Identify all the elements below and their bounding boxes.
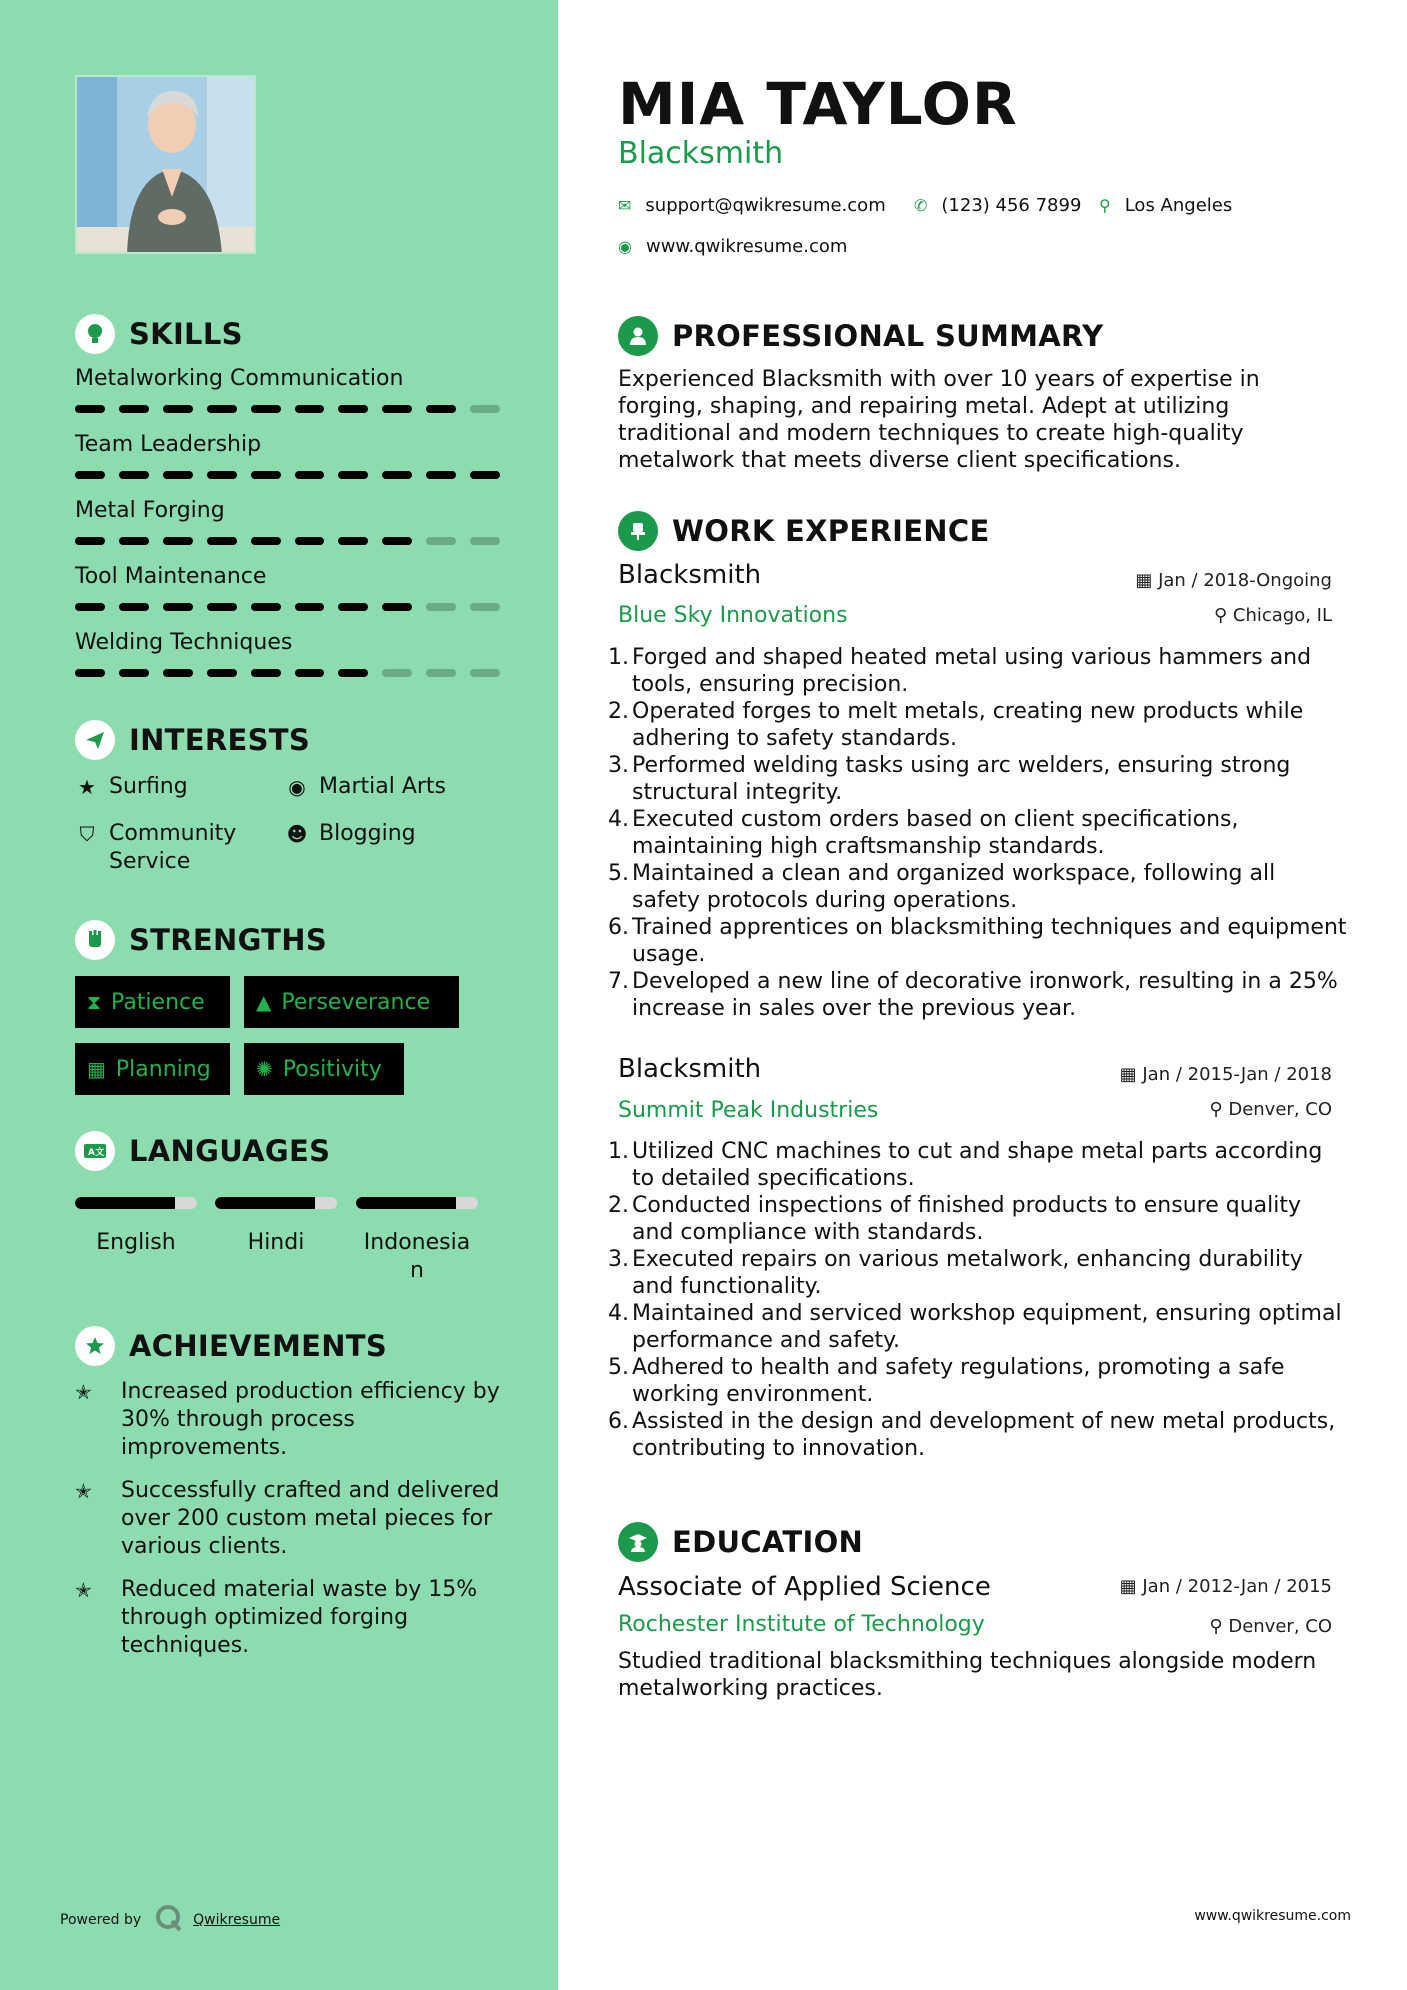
skill-level-bar bbox=[75, 669, 500, 677]
job-location: ⚲ Chicago, IL bbox=[1213, 605, 1332, 626]
skill-dash bbox=[163, 405, 193, 413]
language-item: Indonesian bbox=[356, 1197, 478, 1285]
education-description: Studied traditional blacksmithing techniques alongside modern metalworking practices. bbox=[618, 1649, 1317, 1701]
hand-icon bbox=[75, 920, 115, 960]
job-duties bbox=[608, 644, 1348, 1022]
skill-dash bbox=[382, 537, 412, 545]
list-item: 5. Maintained a clean and organized workspace, following all safety protocols during operations. bbox=[608, 861, 1276, 913]
contact-location: ⚲ Los Angeles bbox=[1099, 195, 1233, 216]
interest-item: ⛉ Community Service bbox=[75, 820, 255, 876]
graduate-icon bbox=[618, 1522, 658, 1562]
globe-icon: ◉ bbox=[618, 237, 632, 256]
experience-heading bbox=[618, 511, 990, 551]
language-level-bar bbox=[215, 1197, 337, 1209]
skill-dash bbox=[470, 669, 500, 677]
skill-dash bbox=[207, 603, 237, 611]
experience-title: WORK EXPERIENCE bbox=[672, 514, 990, 548]
education-degree: Associate of Applied Science bbox=[618, 1572, 991, 1602]
strength-badge: ▦ Planning bbox=[75, 1043, 230, 1095]
calendar-icon: ▦ bbox=[87, 1057, 106, 1081]
skill-level-bar bbox=[75, 603, 500, 611]
education-title: EDUCATION bbox=[672, 1525, 864, 1559]
achievement-item: ✭ Reduced material waste by 15% through optimized forging techniques. bbox=[75, 1577, 478, 1658]
star-icon: ★ bbox=[78, 775, 96, 799]
job-duties bbox=[608, 1138, 1348, 1462]
skill-dash bbox=[75, 405, 105, 413]
language-level-fill bbox=[215, 1197, 315, 1209]
envelope-icon: ✉ bbox=[618, 196, 632, 215]
skill-dash bbox=[75, 471, 105, 479]
skill-dash bbox=[119, 405, 149, 413]
skills-heading bbox=[75, 314, 243, 354]
skill-dash bbox=[163, 471, 193, 479]
calendar-icon: ▦ bbox=[1119, 1064, 1137, 1085]
list-item: 4. Executed custom orders based on client specifications, maintaining high craftsmanship standards. bbox=[608, 807, 1239, 859]
list-item: 3. Executed repairs on various metalwork, enhancing durability and functionality. bbox=[608, 1247, 1303, 1299]
skill-dash bbox=[75, 669, 105, 677]
star-burst-icon: ✭ bbox=[75, 1578, 92, 1602]
education-school: Rochester Institute of Technology bbox=[618, 1612, 985, 1637]
shield-icon: ⛉ bbox=[79, 822, 95, 846]
skill-dash bbox=[75, 603, 105, 611]
pin-icon: ⚲ bbox=[1209, 1099, 1223, 1120]
language-level-fill bbox=[356, 1197, 456, 1209]
skill-dash bbox=[75, 537, 105, 545]
strength-badge: ✺ Positivity bbox=[244, 1043, 404, 1095]
language-item: English bbox=[75, 1197, 197, 1257]
skill-dash bbox=[295, 405, 325, 413]
skill-dash bbox=[470, 537, 500, 545]
globe-icon: ◉ bbox=[288, 775, 306, 799]
skill-dash bbox=[119, 669, 149, 677]
interests-title: INTERESTS bbox=[129, 723, 311, 757]
skill-dash bbox=[295, 537, 325, 545]
education-location: ⚲ Denver, CO bbox=[1209, 1616, 1332, 1637]
skill-dash bbox=[426, 405, 456, 413]
interest-item: ★ Surfing bbox=[75, 773, 188, 801]
skill-item bbox=[75, 564, 500, 611]
calendar-icon: ▦ bbox=[1119, 1576, 1137, 1597]
pin-icon: ⚲ bbox=[1209, 1616, 1223, 1637]
skill-dash bbox=[207, 669, 237, 677]
candidate-role: Blacksmith bbox=[618, 136, 784, 171]
skill-item bbox=[75, 498, 500, 545]
users-icon: ☻ bbox=[286, 822, 308, 846]
list-item: 3. Performed welding tasks using arc welders, ensuring strong structural integrity. bbox=[608, 753, 1291, 805]
hourglass-icon: ⧗ bbox=[87, 990, 102, 1014]
skill-dash bbox=[295, 603, 325, 611]
calendar-icon: ▦ bbox=[1135, 570, 1153, 591]
skill-dash bbox=[470, 405, 500, 413]
star-burst-icon: ✭ bbox=[75, 1479, 92, 1503]
skill-dash bbox=[338, 471, 368, 479]
interests-heading bbox=[75, 720, 310, 760]
list-item: 6. Assisted in the design and development of new metal products, contributing to innovation. bbox=[608, 1409, 1336, 1461]
list-item: 7. Developed a new line of decorative ironwork, resulting in a 25% increase in sales over the previous year. bbox=[608, 969, 1338, 1021]
job-title: Blacksmith bbox=[618, 560, 762, 590]
skill-dash bbox=[382, 471, 412, 479]
skill-dash bbox=[382, 603, 412, 611]
sun-icon: ✺ bbox=[256, 1057, 273, 1081]
language-level-fill bbox=[75, 1197, 175, 1209]
skill-dash bbox=[338, 405, 368, 413]
language-level-bar bbox=[75, 1197, 197, 1209]
skill-label: Metalworking Communication bbox=[75, 366, 404, 391]
strength-badge: ▲ Perseverance bbox=[244, 976, 459, 1028]
achievements-heading bbox=[75, 1326, 387, 1366]
contact-website: ◉ www.qwikresume.com bbox=[618, 236, 848, 257]
summary-title: PROFESSIONAL SUMMARY bbox=[672, 319, 1104, 353]
achievement-item: ✭ Successfully crafted and delivered over 200 custom metal pieces for various clients. bbox=[75, 1478, 500, 1559]
skill-dash bbox=[470, 471, 500, 479]
language-icon bbox=[75, 1131, 115, 1171]
skill-dash bbox=[207, 405, 237, 413]
award-icon bbox=[75, 1326, 115, 1366]
skill-label: Metal Forging bbox=[75, 498, 225, 523]
lightbulb-icon bbox=[75, 314, 115, 354]
sidebar bbox=[0, 0, 558, 1990]
education-dates: ▦ Jan / 2012-Jan / 2015 bbox=[1119, 1576, 1332, 1597]
languages-title: LANGUAGES bbox=[129, 1134, 331, 1168]
language-level-bar bbox=[356, 1197, 478, 1209]
skill-level-bar bbox=[75, 471, 500, 479]
job-title: Blacksmith bbox=[618, 1054, 762, 1084]
job-dates: ▦ Jan / 2018-Ongoing bbox=[1135, 570, 1332, 591]
qwikresume-logo-icon bbox=[155, 1904, 183, 1936]
list-item: 2. Conducted inspections of finished products to ensure quality and compliance with standards. bbox=[608, 1193, 1301, 1245]
list-item: 5. Adhered to health and safety regulations, promoting a safe working environment. bbox=[608, 1355, 1285, 1407]
skill-dash bbox=[382, 405, 412, 413]
skill-label: Tool Maintenance bbox=[75, 564, 267, 589]
skill-dash bbox=[163, 603, 193, 611]
strengths-heading bbox=[75, 920, 327, 960]
list-item: 1. Forged and shaped heated metal using various hammers and tools, ensuring precision. bbox=[608, 645, 1312, 697]
interest-item: ◉ Martial Arts bbox=[285, 773, 446, 801]
paper-plane-icon bbox=[75, 720, 115, 760]
skill-dash bbox=[426, 537, 456, 545]
skill-dash bbox=[251, 405, 281, 413]
skills-title: SKILLS bbox=[129, 317, 243, 351]
language-item: Hindi bbox=[215, 1197, 337, 1257]
job-location: ⚲ Denver, CO bbox=[1209, 1099, 1332, 1120]
skill-dash bbox=[163, 537, 193, 545]
skill-dash bbox=[382, 669, 412, 677]
profile-photo bbox=[75, 75, 256, 254]
road-icon: ▲ bbox=[256, 990, 272, 1014]
contact-phone: ✆ (123) 456 7899 bbox=[914, 195, 1082, 216]
powered-by: Powered by Qwikresume bbox=[60, 1904, 280, 1936]
skill-item bbox=[75, 366, 500, 413]
skill-dash bbox=[426, 603, 456, 611]
skill-dash bbox=[207, 471, 237, 479]
candidate-name: MIA TAYLOR bbox=[618, 70, 1018, 138]
skill-level-bar bbox=[75, 405, 500, 413]
skill-dash bbox=[251, 669, 281, 677]
skill-label: Team Leadership bbox=[75, 432, 262, 457]
skill-dash bbox=[426, 669, 456, 677]
list-item: 1. Utilized CNC machines to cut and shape metal parts according to detailed specifications. bbox=[608, 1139, 1323, 1191]
user-icon bbox=[618, 316, 658, 356]
skill-dash bbox=[295, 471, 325, 479]
skill-item bbox=[75, 630, 500, 677]
skill-dash bbox=[207, 537, 237, 545]
contact-email: ✉ support@qwikresume.com bbox=[618, 195, 886, 216]
skill-dash bbox=[119, 603, 149, 611]
skill-dash bbox=[119, 471, 149, 479]
skill-dash bbox=[338, 537, 368, 545]
strength-badge: ⧗ Patience bbox=[75, 976, 230, 1028]
languages-heading bbox=[75, 1131, 330, 1171]
education-heading bbox=[618, 1522, 863, 1562]
qwikresume-link[interactable]: Qwikresume bbox=[193, 1912, 281, 1928]
svg-text:A文: A文 bbox=[88, 1148, 105, 1158]
summary-heading bbox=[618, 316, 1103, 356]
skill-dash bbox=[295, 669, 325, 677]
skill-dash bbox=[338, 603, 368, 611]
skill-dash bbox=[163, 669, 193, 677]
achievements-title: ACHIEVEMENTS bbox=[129, 1329, 388, 1363]
skill-item bbox=[75, 432, 500, 479]
skill-dash bbox=[119, 537, 149, 545]
summary-text: Experienced Blacksmith with over 10 years of expertise in forging, shaping, and repairing metal. Adept at utilizing traditional and modern techniques to create high-quality metalwork that meets diverse client specifications. bbox=[618, 367, 1260, 473]
skill-level-bar bbox=[75, 537, 500, 545]
skill-dash bbox=[251, 471, 281, 479]
achievement-item: ✭ Increased production efficiency by 30% through process improvements. bbox=[75, 1379, 500, 1460]
skill-dash bbox=[251, 537, 281, 545]
main-content bbox=[558, 0, 1407, 1990]
map-pin-icon: ⚲ bbox=[1099, 196, 1111, 215]
interest-item: ☻ Blogging bbox=[286, 821, 416, 846]
footer-website[interactable]: www.qwikresume.com bbox=[1194, 1908, 1351, 1924]
job-company: Blue Sky Innovations bbox=[618, 603, 848, 628]
phone-icon: ✆ bbox=[914, 196, 928, 215]
job-company: Summit Peak Industries bbox=[618, 1098, 879, 1123]
skill-dash bbox=[338, 669, 368, 677]
list-item: 6. Trained apprentices on blacksmithing techniques and equipment usage. bbox=[608, 915, 1347, 967]
skill-dash bbox=[470, 603, 500, 611]
chair-icon bbox=[618, 511, 658, 551]
skill-dash bbox=[426, 471, 456, 479]
job-dates: ▦ Jan / 2015-Jan / 2018 bbox=[1119, 1064, 1332, 1085]
skill-label: Welding Techniques bbox=[75, 630, 293, 655]
pin-icon: ⚲ bbox=[1213, 605, 1228, 626]
star-burst-icon: ✭ bbox=[75, 1380, 92, 1404]
strengths-title: STRENGTHS bbox=[129, 923, 328, 957]
list-item: 2. Operated forges to melt metals, creating new products while adhering to safety standards. bbox=[608, 699, 1304, 751]
list-item: 4. Maintained and serviced workshop equipment, ensuring optimal performance and safety. bbox=[608, 1301, 1342, 1353]
skill-dash bbox=[251, 603, 281, 611]
